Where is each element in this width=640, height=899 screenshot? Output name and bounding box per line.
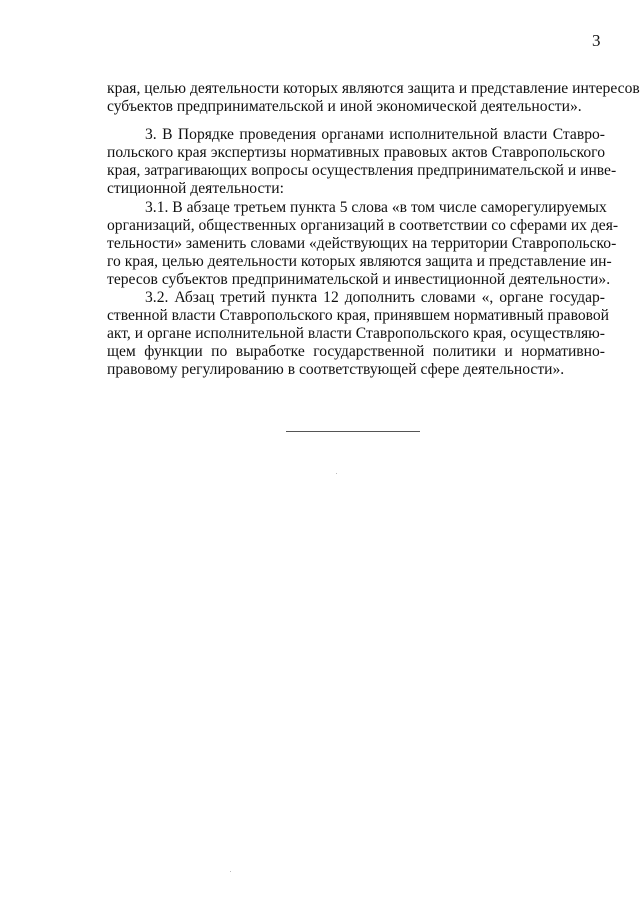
paragraph-section-3 bbox=[107, 126, 617, 198]
end-separator-line bbox=[286, 431, 420, 432]
paragraph-continuation bbox=[107, 80, 640, 116]
text-line: субъектов предпринимательской и иной экономической деятельности». bbox=[107, 98, 582, 116]
paragraph-section-3-1 bbox=[107, 199, 619, 289]
text-line: организаций, общественных организаций в соответствии со сферами их дея- bbox=[107, 217, 619, 235]
text-line: края, затрагивающих вопросы осуществления предпринимательской и инве- bbox=[107, 162, 617, 180]
text-line: тельности» заменить словами «действующих на территории Ставропольско- bbox=[107, 235, 617, 253]
text-line: стиционной деятельности: bbox=[107, 180, 284, 198]
text-line: 3.1. В абзаце третьем пункта 5 слова «в том числе саморегулируемых bbox=[145, 199, 607, 216]
scan-speck bbox=[336, 473, 337, 474]
text-line: края, целью деятельности которых являются защита и представление интересов bbox=[107, 80, 640, 97]
scan-speck bbox=[230, 871, 231, 872]
text-line: правовому регулированию в соответствующей сфере деятельности». bbox=[107, 361, 565, 379]
text-line: тересов субъектов предпринимательской и инвестиционной деятельности». bbox=[107, 271, 611, 289]
text-line: ственной власти Ставропольского края, принявшем нормативный правовой bbox=[107, 307, 610, 325]
page-number: 3 bbox=[592, 31, 601, 50]
text-line: акт, и органе исполнительной власти Ставропольского края, осуществляю- bbox=[107, 325, 605, 343]
text-line: щем функции по выработке государственной политики и нормативно- bbox=[107, 343, 605, 361]
text-line: го края, целью деятельности которых являются защита и представление ин- bbox=[107, 253, 612, 271]
paragraph-section-3-2 bbox=[107, 289, 610, 379]
text-line: 3. В Порядке проведения органами исполнительной власти Ставро- bbox=[145, 126, 605, 143]
text-line: 3.2. Абзац третий пункта 12 дополнить словами «, органе государ- bbox=[145, 289, 605, 306]
text-line: польского края экспертизы нормативных правовых актов Ставропольского bbox=[107, 144, 605, 162]
